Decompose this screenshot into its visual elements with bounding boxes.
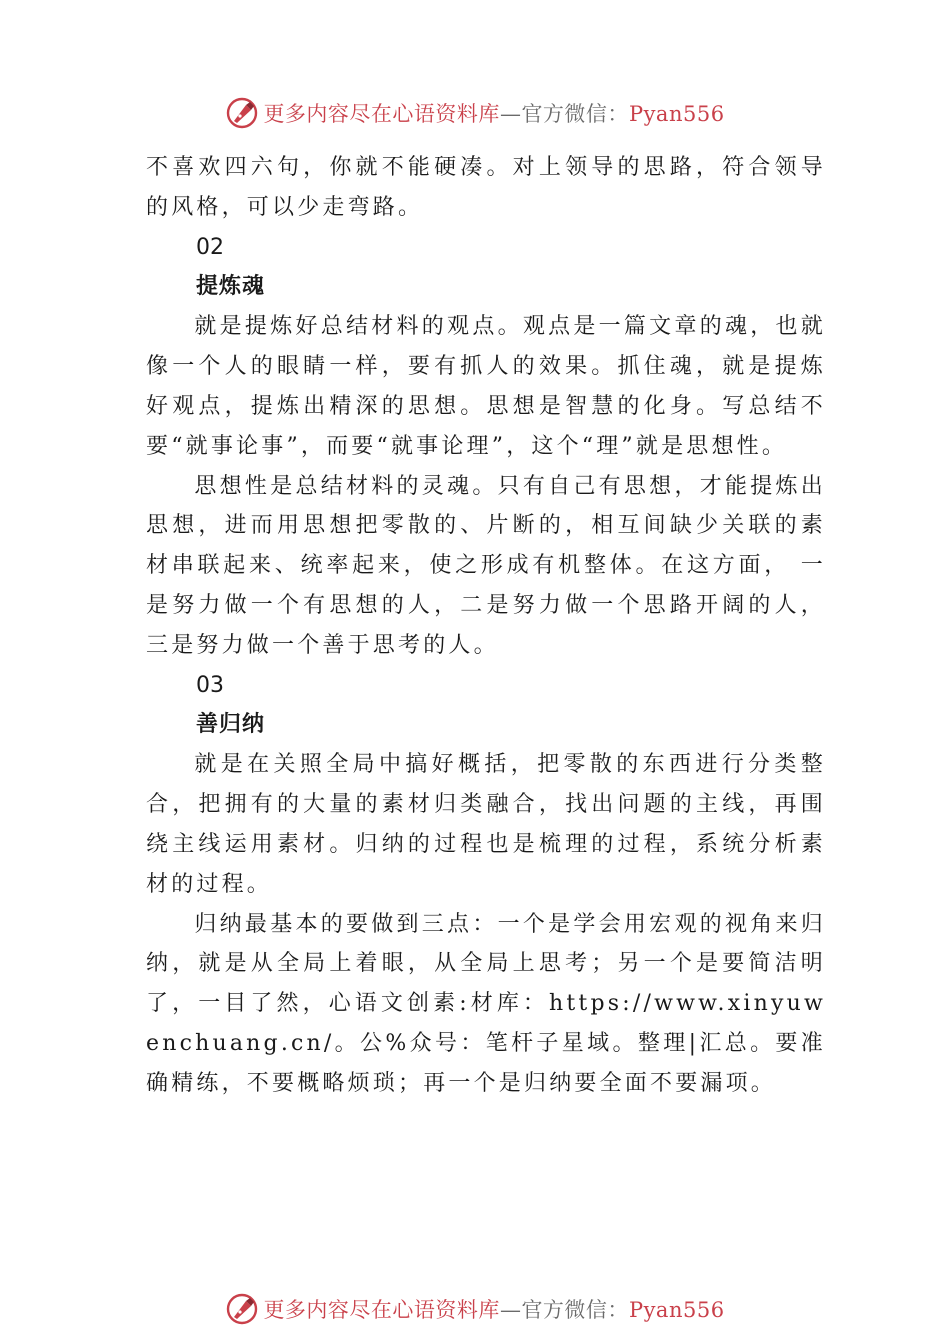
header-banner-id: Pyan556 — [628, 102, 725, 126]
pen-nib-logo-icon — [225, 1292, 259, 1326]
footer-banner-id: Pyan556 — [628, 1298, 725, 1322]
paragraph-continuation: 不喜欢四六句，你就不能硬凑。对上领导的思路，符合领导的风格，可以少走弯路。 — [146, 155, 826, 220]
footer-banner-text — [263, 1294, 724, 1324]
document-body — [146, 148, 826, 1104]
section-number-02: 02 — [196, 234, 224, 260]
section-heading-extract-soul: 提炼魂 — [196, 274, 266, 300]
header-banner-grey: —官方微信： — [499, 102, 629, 126]
pen-nib-logo-icon — [225, 96, 259, 130]
header-banner — [0, 93, 950, 133]
paragraph-extract-soul-1: 就是提炼好总结材料的观点。观点是一篇文章的魂，也就像一个人的眼睛一样，要有抓人的效果。抓住魂，就是提炼好观点，提炼出精深的思想。思想是智慧的化身。写总结不要“就事论事”，而要“就事论理”，这个“理”就是思想性。 — [146, 314, 826, 459]
section-number-03: 03 — [196, 672, 224, 698]
paragraph-summarize-1: 就是在关照全局中搞好概括，把零散的东西进行分类整合，把拥有的大量的素材归类融合，找出问题的主线，再围绕主线运用素材。归纳的过程也是梳理的过程，系统分析素材的过程。 — [146, 752, 826, 897]
paragraph-extract-soul-2: 思想性是总结材料的灵魂。只有自己有思想，才能提炼出思想，进而用思想把零散的、片断的，相互间缺少关联的素材串联起来、统率起来，使之形成有机整体。在这方面， 一是努力做一个有思想的人，二是努力做一个思路开阔的人，三是努力做一个善于思考的人。 — [146, 473, 826, 658]
footer-banner-red: 更多内容尽在心语资料库 — [263, 1298, 500, 1322]
footer-banner — [0, 1289, 950, 1329]
header-banner-text — [263, 98, 724, 128]
paragraph-summarize-2: 归纳最基本的要做到三点：一个是学会用宏观的视角来归纳，就是从全局上着眼，从全局上思考；另一个是要简洁明了，一目了然，心语文创素:材库：https://www.xinyuwenchuang.cn/。公%众号：笔杆子星域。整理|汇总。要准确精练，不要概略烦琐；再一个是归纳要全面不要漏项。 — [146, 911, 826, 1096]
header-banner-red: 更多内容尽在心语资料库 — [263, 102, 500, 126]
section-heading-summarize: 善归纳 — [196, 712, 266, 738]
footer-banner-grey: —官方微信： — [499, 1298, 629, 1322]
